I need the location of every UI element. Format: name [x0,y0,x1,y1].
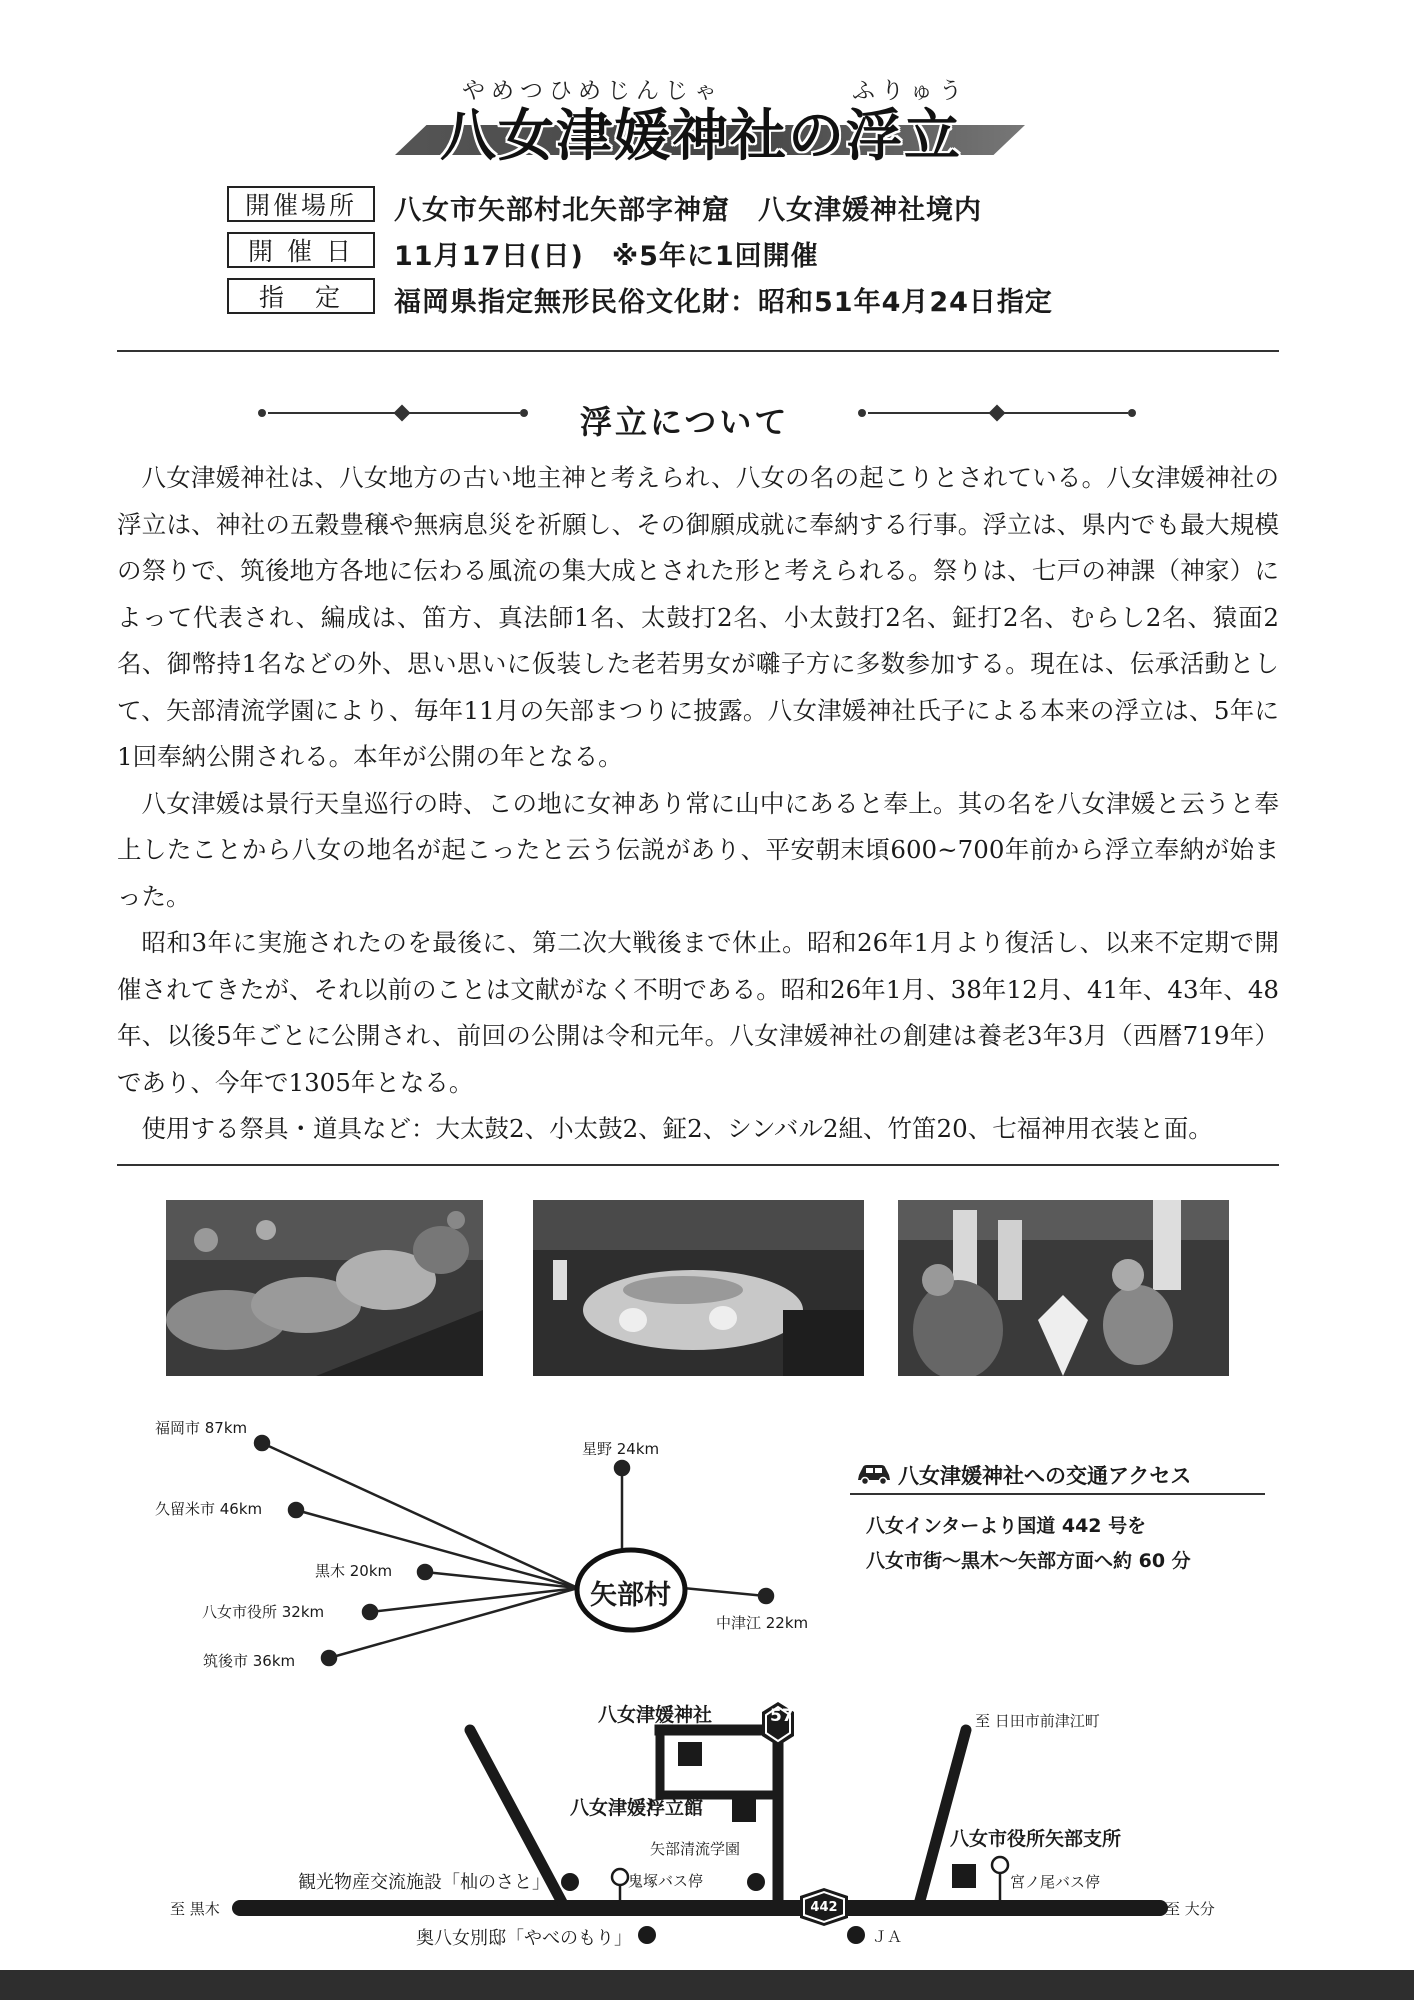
map-to-kurogi: 至 黒木 [170,1900,220,1918]
info-value-designation: 福岡県指定無形民俗文化財：昭和51年4月24日指定 [394,287,1053,318]
map-ja: ＪＡ [872,1928,903,1946]
map-shrine: 八女津媛神社 [598,1704,713,1726]
access-line-1: 八女インターより国道 442 号を [866,1515,1147,1537]
paragraph-1: 八女津媛神社は、八女地方の古い地主神と考えられ、八女の名の起こりとされている。八女津媛神社の浮立は、神社の五穀豊穣や無病息災を祈願し、その御願成就に奉納する行事。浮立は、県内でも最大規模の祭りで、筑後地方各地に伝わる風流の集大成とされた形と考えられる。祭りは、七戸の神課（神家）によって代表され、編成は、笛方、真法師1名、太鼓打2名、小太鼓打2名、鉦打2名、むらし2名、猿面2名、御幣持1名などの外、思い思いに仮装した老若男女が囃子方に多数参加する。現在は、伝承活動として、矢部清流学園により、毎年11月の矢部まつりに披露。八女津媛神社氏子による本来の浮立は、5年に1回奉納公開される。本年が公開の年となる。 [117,463,1279,771]
info-label-designation: 指 定 [227,278,375,314]
divider-top [117,350,1279,352]
title-ruby-shrine: やめつひめじんじゃ [462,78,723,104]
map-school: 矢部清流学園 [650,1840,741,1858]
car-icon [856,1461,892,1485]
distance-diagram-lines [0,1380,900,1680]
route-442-label: 442 [810,1900,838,1915]
dist-kurume: 久留米市 46km [155,1500,263,1518]
photo-drummers-courtyard [533,1200,864,1376]
paragraph-2: 八女津媛は景行天皇巡行の時、この地に女神あり常に山中にあると奉上。其の名を八女津媛と云うと奉上したことから八女の地名が起こったと云う伝説があり、平安朝末頃600~700年前から浮立奉納が始まった。 [117,788,1279,911]
info-value-venue: 八女市矢部村北矢部字神窟 八女津媛神社境内 [394,195,982,226]
photo-shrine-banners [898,1200,1229,1376]
body-text [117,455,1279,1153]
dist-fukuoka: 福岡市 87km [155,1419,248,1437]
dist-kurogi: 黒木 20km [315,1562,393,1580]
heading-ornament-left [258,403,528,423]
info-label-venue: 開催場所 [227,186,375,222]
bottom-bar [0,1970,1414,2000]
info-label-date: 開 催 日 [227,232,375,268]
info-value-date: 11月17日(日) ※5年に1回開催 [394,241,819,272]
map-furyu-hall: 八女津媛浮立館 [570,1797,704,1819]
paragraph-3: 昭和3年に実施されたのを最後に、第二次大戦後まで休止。昭和26年1月より復活し、以来不定期で開催されてきたが、それ以前のことは文献がなく不明である。昭和26年1月、38年12月、41年、43年、48年、以後5年ごとに公開され、前回の公開は令和元年。八女津媛神社の創建は養老3年3月（西暦719年）であり、今年で1305年となる。 [117,928,1279,1097]
page-title: 八女津媛神社の浮立 [440,103,962,169]
access-rule [850,1493,1265,1495]
dist-nakatsue: 中津江 22km [716,1614,809,1632]
photo-procession-road [166,1200,483,1376]
paragraph-4: 使用する祭具・道具など：大太鼓2、小太鼓2、鉦2、シンバル2組、竹笛20、七福神用衣装と面。 [141,1114,1213,1143]
map-to-hita: 至 日田市前津江町 [975,1712,1100,1730]
map-branch-office: 八女市役所矢部支所 [950,1828,1122,1850]
dist-hoshino: 星野 24km [582,1440,660,1458]
access-line-2: 八女市街～黒木～矢部方面へ約 60 分 [866,1550,1191,1572]
route-57-label: 57 [770,1706,794,1726]
title-ruby-furyu: ふりゅう [852,78,968,104]
section-heading: 浮立について [580,403,790,441]
map-miyanoo-bus-stop: 宮ノ尾バス停 [1010,1873,1101,1891]
access-title: 八女津媛神社への交通アクセス [898,1464,1192,1488]
dist-chikugo: 筑後市 36km [203,1652,296,1670]
divider-middle [117,1164,1279,1166]
map-kanko-facility: 観光物産交流施設「杣のさと」 [298,1872,550,1893]
map-oku-yame-villa: 奥八女別邸「やべのもり」 [416,1928,632,1949]
hub-yabe-village: 矢部村 [590,1580,671,1611]
dist-yame-city-hall: 八女市役所 32km [202,1603,325,1621]
road-map [0,1690,1414,1970]
map-to-oita: 至 大分 [1165,1900,1215,1918]
map-onizuka-bus-stop: 鬼塚バス停 [628,1872,704,1890]
heading-ornament-right [858,403,1136,423]
